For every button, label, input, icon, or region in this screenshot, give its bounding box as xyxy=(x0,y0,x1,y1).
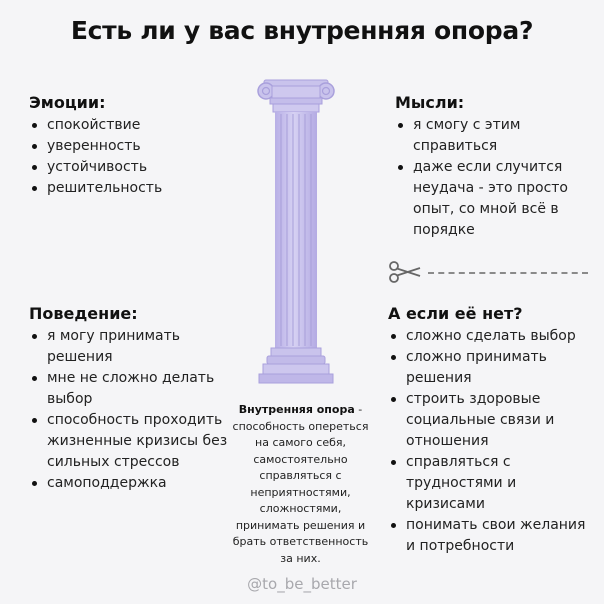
behavior-section xyxy=(29,304,244,494)
emotions-list xyxy=(29,115,249,199)
column-icon xyxy=(254,78,338,384)
list-item: строить здоровые социальные связи и отношения xyxy=(388,389,588,452)
list-item: сложно принимать решения xyxy=(388,347,588,389)
list-item: самоподдержка xyxy=(29,473,244,494)
list-item: решительность xyxy=(29,178,249,199)
list-item: сложно сделать выбор xyxy=(388,326,588,347)
thoughts-heading: Мысли: xyxy=(395,93,465,112)
list-item: уверенность xyxy=(29,136,249,157)
emotions-section xyxy=(29,93,249,199)
list-item: способность проходить жизненные кризисы без сильных стрессов xyxy=(29,410,244,473)
list-item: устойчивость xyxy=(29,157,249,178)
emotions-heading: Эмоции: xyxy=(29,93,106,112)
definition-text xyxy=(228,402,373,567)
list-item: мне не сложно делать выбор xyxy=(29,368,244,410)
definition-term: Внутренняя опора xyxy=(238,403,355,416)
behavior-list xyxy=(29,326,244,494)
cut-line xyxy=(388,261,588,283)
thoughts-list xyxy=(395,115,575,241)
without-support-section xyxy=(388,304,588,557)
page-title: Есть ли у вас внутренняя опора? xyxy=(70,16,534,45)
dashed-divider xyxy=(428,272,588,274)
behavior-heading: Поведение: xyxy=(29,304,138,323)
without-support-list xyxy=(388,326,588,557)
list-item: справляться с трудностями и кризисами xyxy=(388,452,588,515)
list-item: спокойствие xyxy=(29,115,249,136)
without-support-heading: А если её нет? xyxy=(388,304,523,323)
list-item: я смогу с этим справиться xyxy=(395,115,575,157)
list-item: понимать свои желания и потребности xyxy=(388,515,588,557)
list-item: я могу принимать решения xyxy=(29,326,244,368)
scissors-icon xyxy=(388,261,424,283)
list-item: даже если случится неудача - это просто опыт, со мной всё в порядке xyxy=(395,157,575,241)
author-handle: @to_be_better xyxy=(247,575,357,593)
thoughts-section xyxy=(395,93,575,241)
definition-body: - способность опереться на самого себя, самостоятельно справляться с неприятностями, сложностями, принимать решения и брать ответственность за них. xyxy=(232,403,369,565)
